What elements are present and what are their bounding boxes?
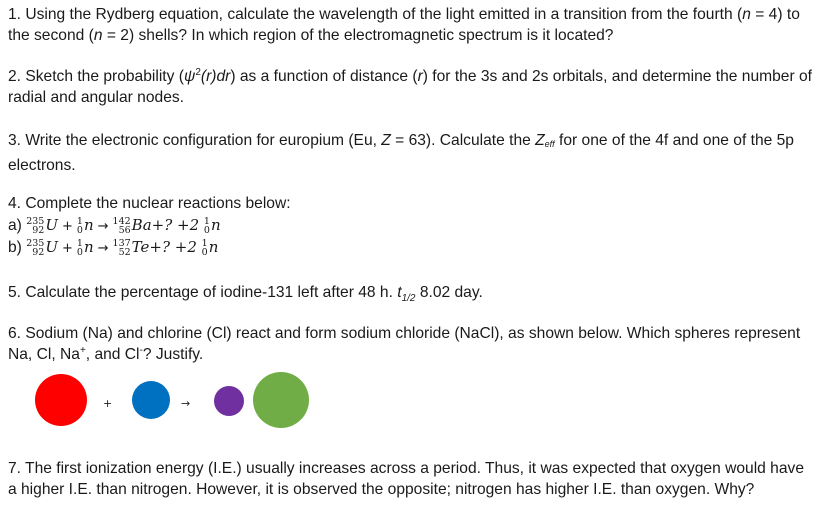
q2-text-c: ) for the 3s and 2s orbitals, and determine the number of radial and angular nodes.: [8, 68, 812, 106]
reaction-arrow: →: [97, 241, 109, 256]
neutron-symbol: n: [210, 216, 221, 234]
q5-text-b: 8.02 day.: [415, 284, 483, 301]
q6-text-b: , and Cl: [85, 346, 140, 363]
question-3: [8, 130, 813, 176]
te137-nuclide: 137 52: [112, 238, 131, 258]
q4-intro: 4. Complete the nuclear reactions below:: [8, 195, 291, 212]
q1-n-symbol: n: [742, 6, 751, 23]
plus-operator: +: [62, 219, 73, 234]
reaction-arrow: →: [97, 219, 109, 234]
q3-text-a: 3. Write the electronic configuration for europium (Eu,: [8, 132, 382, 149]
question-6: [8, 323, 813, 365]
q5-text-a: 5. Calculate the percentage of iodine-131 left after 48 h.: [8, 284, 398, 301]
neutron-nuclide: 1 0: [203, 216, 210, 236]
q3-zeff-symbol: Z: [535, 132, 545, 149]
q1-text-a: 1. Using the Rydberg equation, calculate the wavelength of the light emitted in a transition from the fourth (: [8, 6, 743, 23]
ba-symbol: Ba: [131, 216, 152, 234]
reaction-arrow-icon: →: [181, 397, 191, 410]
q2-rdr: (r)dr: [200, 68, 231, 85]
red-sphere: [35, 374, 87, 426]
question-2: [8, 66, 813, 108]
neutron-nuclide: 1 0: [76, 238, 83, 258]
question-4: [8, 193, 813, 259]
neutron-nuclide: 1 0: [76, 216, 83, 236]
q5-t-symbol: t: [397, 284, 402, 301]
blue-sphere: [132, 381, 170, 419]
green-sphere: [253, 372, 309, 428]
sphere-diagram: [0, 365, 821, 445]
u-symbol: U: [45, 216, 58, 234]
u235-nuclide: 235 92: [26, 216, 45, 236]
q3-text-c: for one of the 4f and one of the 5p electrons.: [8, 132, 794, 174]
q1-text-c: = 2) shells? In which region of the electromagnetic spectrum is it located?: [102, 27, 614, 44]
q2-text-a: 2. Sketch the probability (: [8, 68, 184, 85]
u235-nuclide: 235 92: [26, 238, 45, 258]
q5-half-subscript: 1/2: [401, 293, 416, 305]
q2-r-symbol: r: [417, 68, 423, 85]
q4-reaction-b: [8, 237, 813, 259]
unknown-products: +? +2: [151, 216, 204, 234]
plus-operator: +: [62, 241, 73, 256]
question-5: [8, 282, 813, 303]
q4-reaction-a: [8, 215, 813, 237]
q6-minus-superscript: -: [139, 344, 143, 356]
q2-psi-symbol: ψ: [183, 68, 196, 85]
q6-plus-superscript: +: [79, 344, 86, 356]
q3-eff-subscript: eff: [544, 139, 555, 149]
q2-text-b: ) as a function of distance (: [230, 68, 418, 85]
q6-text-c: ? Justify.: [142, 346, 204, 363]
u-symbol: U: [45, 238, 58, 256]
purple-sphere: [214, 386, 244, 416]
plus-sign: +: [103, 397, 113, 410]
neutron-symbol: n: [83, 238, 94, 256]
neutron-symbol: n: [83, 216, 94, 234]
q3-z-symbol: Z: [381, 132, 391, 149]
q6-text-a: 6. Sodium (Na) and chlorine (Cl) react and form sodium chloride (NaCl), as shown below. Which spheres represent Na, Cl, Na: [8, 325, 801, 363]
ba142-nuclide: 142 56: [112, 216, 131, 236]
te-symbol: Te: [131, 238, 150, 256]
q1-n-symbol-2: n: [93, 27, 103, 44]
question-7: [8, 458, 813, 500]
q1-text-b: = 4) to the second (: [8, 6, 800, 44]
neutron-symbol: n: [208, 238, 219, 256]
question-1: [8, 4, 813, 46]
q3-text-b: = 63). Calculate the: [390, 132, 536, 149]
q7-text: 7. The first ionization energy (I.E.) usually increases across a period. Thus, it was expected that oxygen would have a higher I.E. than nitrogen. However, it is observed the opposite; nitrogen has higher I.E. than oxygen. Why?: [8, 460, 804, 498]
unknown-products: +? +2: [149, 238, 202, 256]
neutron-nuclide: 1 0: [201, 238, 208, 258]
q4-label-a: a): [8, 217, 27, 234]
q4-label-b: b): [8, 239, 27, 256]
q2-square-exponent: 2: [195, 66, 201, 78]
